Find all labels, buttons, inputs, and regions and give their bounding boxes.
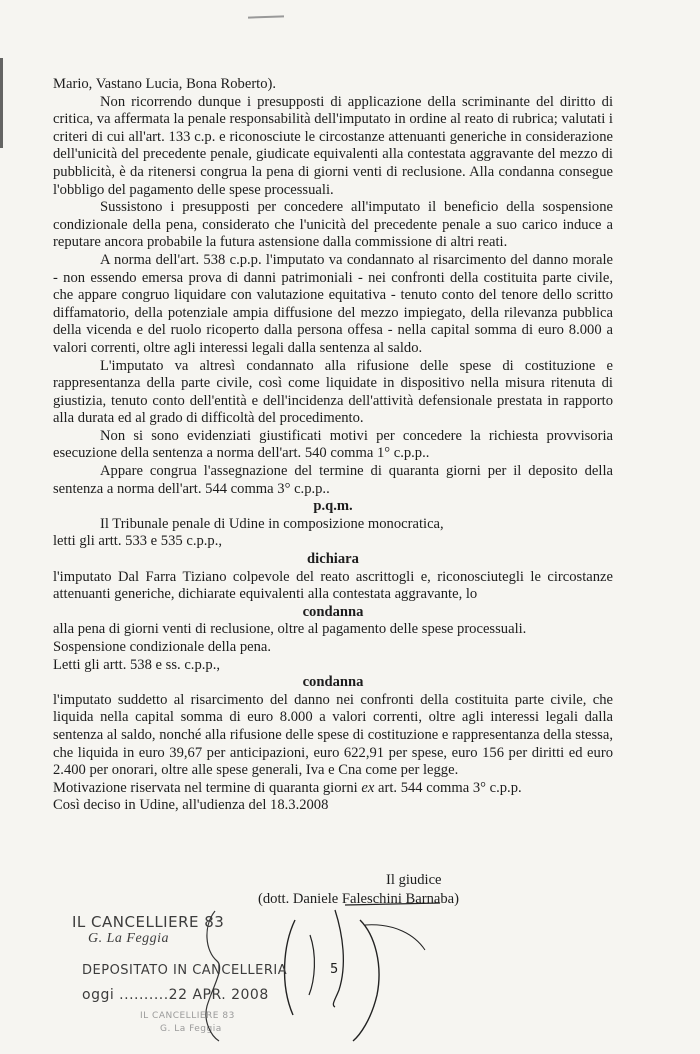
paragraph-spese: L'imputato va altresì condannato alla rifusione delle spese di costituzione e rappresentanza della parte civile, così come liquidate in dispositivo nella misura ritenuta di giustizia, tenuto conto dell'entità e dell'incidenza dell'attività defensionale prestata in rapporto alla durata ed al grado di difficoltà del procedimento. xyxy=(53,357,613,427)
scan-edge-mark xyxy=(0,58,3,148)
dichiara-text: l'imputato Dal Farra Tiziano colpevole del reato ascrittogli e, riconosciutegli le circostanze attenuanti generiche, dichiarate equivalenti alla contestata aggravante, lo xyxy=(53,568,613,603)
judge-signature-scribble xyxy=(265,895,445,1045)
paragraph-responsabilita: Non ricorrendo dunque i presupposti di applicazione della scriminante del diritto di critica, va affermata la penale responsabilità dell'imputato in ordine al reato di rubrica; valutati i criteri di cui all'art. 133 c.p. e riconosciute le circostanze attenuanti generiche in considerazione dell'unicità del precedente penale, giudicate equivalenti alla contestata aggravante del mezzo di pubblicità, è da ritenersi congrua la pena di giorni venti di reclusione. Alla condanna consegue l'obbligo del pagamento delle spese processuali. xyxy=(53,93,613,198)
stamp-faint: IL CANCELLIERE 83 xyxy=(140,1011,235,1021)
tribunale-line: Il Tribunale penale di Udine in composizione monocratica, xyxy=(100,515,444,532)
cancelliere-signature-scribble xyxy=(195,906,235,1046)
heading-pqm: p.q.m. xyxy=(313,498,353,515)
letti-line-2: Letti gli artt. 538 e ss. c.p.p., xyxy=(53,656,220,673)
paragraph-termine: Appare congrua l'assegnazione del termine di quaranta giorni per il deposito della sentenza a norma dell'art. 544 comma 3° c.p.p.. xyxy=(53,463,613,497)
signature-title: Il giudice xyxy=(386,872,442,888)
motivazione-line xyxy=(53,780,613,798)
top-pen-mark xyxy=(248,15,284,18)
deciso-line: Così deciso in Udine, all'udienza del 18.3.2008 xyxy=(53,797,329,814)
signature-name: (dott. Daniele Faleschini Barnaba) xyxy=(258,891,459,907)
condanna-text-2: l'imputato suddetto al risarcimento del danno nei confronti della costituita parte civile, che liquida nella capital somma di euro 8.000 a valori correnti, oltre agli interessi legali dalla sentenza al saldo, nonché alla rifusione delle spese di costituzione e rappresentanza della stessa, che liquida in euro 39,67 per anticipazioni, euro 622,91 per spese, euro 156 per diritti ed euro 2.400 per onorari, oltre alle spese generali, Iva e Cna come per legge. xyxy=(53,691,613,779)
sospensione-line: Sospensione condizionale della pena. xyxy=(53,639,272,655)
stamp-cancelliere: IL CANCELLIERE 83 xyxy=(72,913,225,931)
heading-condanna-1: condanna xyxy=(302,603,364,620)
stamp-depositato: DEPOSITATO IN CANCELLERIA xyxy=(82,963,288,978)
stamp-oggi-date: oggi ..........22 APR. 2008 xyxy=(82,987,269,1003)
stamp-faint-name: G. La Feggia xyxy=(160,1024,222,1034)
motivazione-post: art. 544 comma 3° c.p.p. xyxy=(374,779,522,796)
motivazione-pre: Motivazione riservata nel termine di quaranta giorni xyxy=(53,779,362,796)
paragraph-esecuzione: Non si sono evidenziati giustificati motivi per concedere la richiesta provvisoria esecuzione della sentenza a norma dell'art. 540 comma 1° c.p.p.. xyxy=(53,427,613,462)
stamp-cancelliere-name: G. La Feggia xyxy=(88,931,170,946)
judgment-body xyxy=(53,76,613,815)
heading-dichiara: dichiara xyxy=(307,551,359,568)
letti-line-1: letti gli artt. 533 e 535 c.p.p., xyxy=(53,533,223,550)
condanna-text-1: alla pena di giorni venti di reclusione, oltre al pagamento delle spese processuali. xyxy=(53,621,527,638)
motivazione-ex: ex xyxy=(361,779,375,796)
paragraph-risarcimento: A norma dell'art. 538 c.p.p. l'imputato va condannato al risarcimento del danno morale - non essendo emersa prova di danni patrimoniali - nei confronti della costituita parte civile, che appare congruo liquidare con valutazione equitativa - tenuto conto del tenore dello scritto diffamatorio, della potenziale ampia diffusione del mezzo impiegato, della rilevanza pubblica della vicenda e del ruolo ricoperto dalla persona offesa - nella capital somma di euro 8.000 a valori correnti, oltre agli interessi legali dalla sentenza al saldo. xyxy=(53,251,613,356)
heading-condanna-2: condanna xyxy=(302,674,364,691)
page-number: 5 xyxy=(330,962,339,977)
paragraph-sospensione: Sussistono i presupposti per concedere all'imputato il beneficio della sospensione condizionale della pena, considerato che l'unicità del precedente penale a suo carico induce a reputare ancora probabile la futura astensione dalla commissione di altri reati. xyxy=(53,199,613,251)
paragraph-continuation: Mario, Vastano Lucia, Bona Roberto). xyxy=(53,76,277,92)
